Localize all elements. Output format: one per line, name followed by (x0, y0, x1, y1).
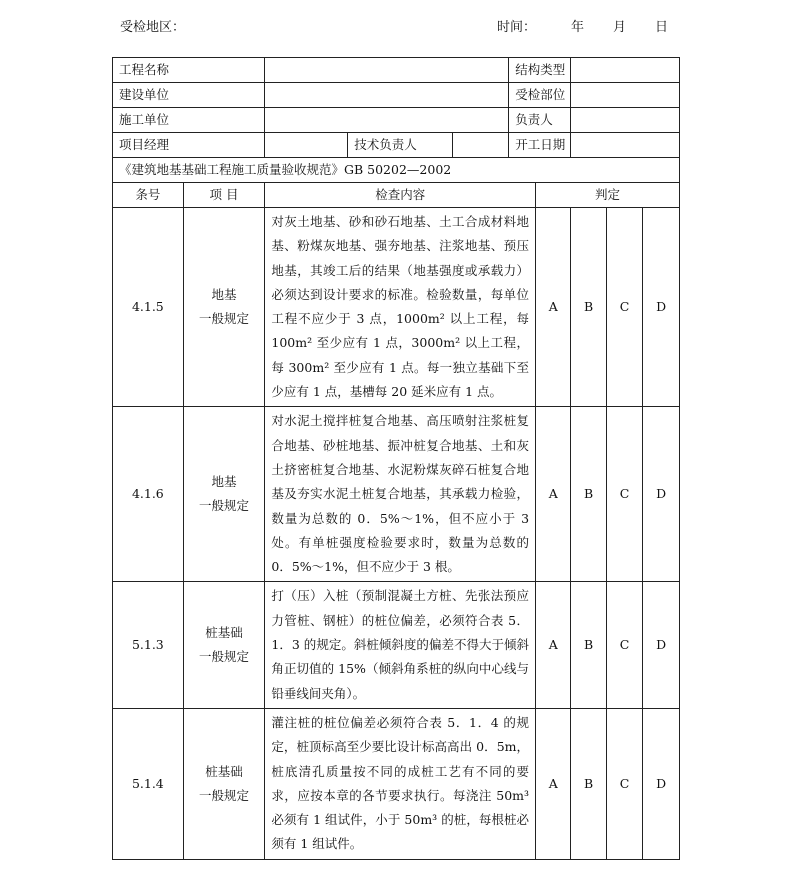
col-item-header: 项 目 (183, 183, 265, 208)
row-content: 对水泥土搅拌桩复合地基、高压喷射注浆桩复合地基、砂桩地基、振冲桩复合地基、土和灰土挤密桩复合地基、水泥粉煤灰碎石桩复合地基及夯实水泥土桩复合地基，其承载力检验，数量为总数的 0．5%～1%，但不应小于 3 处。有单桩强度检验要求时，数量为总数的 0．5%～1%，但不应少于 3 根。 (265, 407, 536, 582)
grade-c[interactable]: C (606, 582, 643, 708)
table-row (113, 208, 680, 407)
column-header-row (113, 183, 680, 208)
project-name-value (265, 58, 509, 83)
col-no-header: 条号 (113, 183, 184, 208)
builder-unit-label: 施工单位 (113, 108, 265, 133)
table-row (113, 708, 680, 859)
row-content: 灌注桩的桩位偏差必须符合表 5．1．4 的规定，桩顶标高至少要比设计标高高出 0．5m，桩底清孔质量按不同的成桩工艺有不同的要求，应按本章的各节要求执行。每浇注 50m³ 必须有 1 组试件，小于 50m³ 的桩，每根桩必须有 1 组试件。 (265, 708, 536, 859)
table-row (113, 407, 680, 582)
row-content: 打（压）入桩（预制混凝土方桩、先张法预应力管桩、钢桩）的桩位偏差，必须符合表 5．1．3 的规定。斜桩倾斜度的偏差不得大于倾斜角正切值的 15%（倾斜角系桩的纵向中心线与铅垂线间夹角）。 (265, 582, 536, 708)
grade-c[interactable]: C (606, 208, 643, 407)
grade-a[interactable]: A (536, 582, 571, 708)
row-no: 4.1.6 (113, 407, 184, 582)
time-label: 时间： (497, 20, 537, 35)
grade-a[interactable]: A (536, 708, 571, 859)
area-label: 受检地区： (120, 20, 186, 35)
info-row-3 (113, 108, 680, 133)
start-date-label: 开工日期 (509, 133, 571, 158)
col-content-header: 检查内容 (265, 183, 536, 208)
start-date-value (571, 133, 680, 158)
row-item: 桩基础 一般规定 (183, 708, 265, 859)
builder-unit-value (265, 108, 509, 133)
standard-row (113, 158, 680, 183)
info-row-2 (113, 83, 680, 108)
project-name-label: 工程名称 (113, 58, 265, 83)
row-item: 地基 一般规定 (183, 208, 265, 407)
project-manager-label: 项目经理 (113, 133, 265, 158)
col-judge-header: 判定 (536, 183, 680, 208)
month-label: 月 (613, 20, 627, 35)
table-row (113, 582, 680, 708)
grade-c[interactable]: C (606, 708, 643, 859)
structure-type-label: 结构类型 (509, 58, 571, 83)
info-row-1 (113, 58, 680, 83)
row-content: 对灰土地基、砂和砂石地基、土工合成材料地基、粉煤灰地基、强夯地基、注浆地基、预压地基，其竣工后的结果（地基强度或承载力）必须达到设计要求的标准。检验数量，每单位工程不应少于 3 点，1000m² 以上工程，每 100m² 至少应有 1 点，3000m² 以上工程，每 300m² 至少应有 1 点。每一独立基础下至少应有 1 点，基槽每 20 延米应有 1 点。 (265, 208, 536, 407)
responsible-label: 负责人 (509, 108, 571, 133)
grade-d[interactable]: D (643, 407, 680, 582)
inspected-part-label: 受检部位 (509, 83, 571, 108)
grade-b[interactable]: B (571, 582, 606, 708)
row-item: 地基 一般规定 (183, 407, 265, 582)
grade-c[interactable]: C (606, 407, 643, 582)
grade-d[interactable]: D (643, 708, 680, 859)
grade-a[interactable]: A (536, 407, 571, 582)
grade-d[interactable]: D (643, 582, 680, 708)
row-no: 5.1.4 (113, 708, 184, 859)
grade-d[interactable]: D (643, 208, 680, 407)
tech-lead-value (453, 133, 509, 158)
day-label: 日 (655, 20, 669, 35)
row-no: 4.1.5 (113, 208, 184, 407)
grade-b[interactable]: B (571, 708, 606, 859)
structure-type-value (571, 58, 680, 83)
grade-a[interactable]: A (536, 208, 571, 407)
construction-unit-value (265, 83, 509, 108)
tech-lead-label: 技术负责人 (348, 133, 453, 158)
grade-b[interactable]: B (571, 208, 606, 407)
responsible-value (571, 108, 680, 133)
year-label: 年 (571, 20, 585, 35)
construction-unit-label: 建设单位 (113, 83, 265, 108)
inspection-table (112, 57, 680, 860)
standard-title: 《建筑地基基础工程施工质量验收规范》GB 50202—2002 (113, 158, 680, 183)
inspected-part-value (571, 83, 680, 108)
row-no: 5.1.3 (113, 582, 184, 708)
info-row-4 (113, 133, 680, 158)
grade-b[interactable]: B (571, 407, 606, 582)
row-item: 桩基础 一般规定 (183, 582, 265, 708)
project-manager-value (265, 133, 348, 158)
